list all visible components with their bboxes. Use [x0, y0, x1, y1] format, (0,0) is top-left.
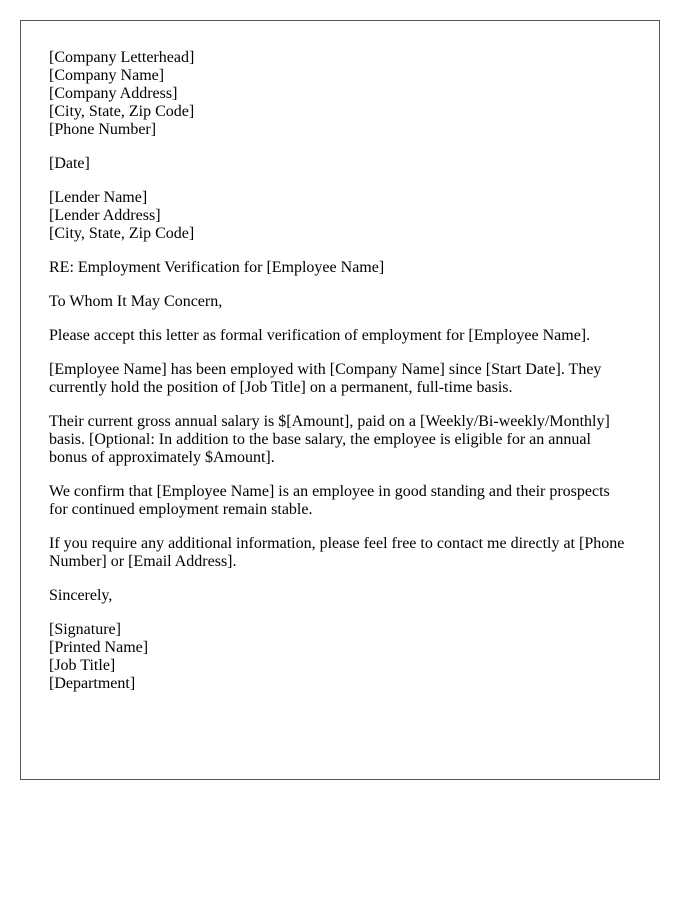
signature-block: [49, 621, 631, 693]
subject-block: [49, 259, 631, 277]
salutation-block: [49, 293, 631, 311]
body-paragraph: We confirm that [Employee Name] is an employee in good standing and their prospects for continued employment remain stable.: [49, 483, 610, 518]
salutation: To Whom It May Concern,: [49, 293, 223, 310]
department-line: [Department]: [49, 675, 136, 692]
signature-line: [Signature]: [49, 621, 121, 638]
letterhead-company-letterhead: [Company Letterhead]: [49, 49, 195, 66]
letterhead-company-address: [Company Address]: [49, 85, 178, 102]
body-paragraph: If you require any additional information, please feel free to contact me directly at [Phone Number] or [Email Address].: [49, 535, 625, 570]
letterhead-city-state-zip: [City, State, Zip Code]: [49, 103, 195, 120]
letterhead-company-name: [Company Name]: [49, 67, 165, 84]
body-paragraph: Please accept this letter as formal verification of employment for [Employee Name].: [49, 327, 591, 344]
letterhead-block: [49, 49, 631, 139]
date-block: [49, 155, 631, 173]
recipient-lender-name: [Lender Name]: [49, 189, 148, 206]
body-paragraph: Their current gross annual salary is $[Amount], paid on a [Weekly/Bi-weekly/Monthly] basis. [Optional: In addition to the base salary, the employee is eligible for an annual bonus of approximately $Amount].: [49, 413, 610, 466]
recipient-block: [49, 189, 631, 243]
printed-name-line: [Printed Name]: [49, 639, 149, 656]
job-title-line: [Job Title]: [49, 657, 116, 674]
letter-page: [20, 20, 660, 780]
subject-line: RE: Employment Verification for [Employee Name]: [49, 259, 385, 276]
recipient-city-state-zip: [City, State, Zip Code]: [49, 225, 195, 242]
recipient-lender-address: [Lender Address]: [49, 207, 161, 224]
letter-date: [Date]: [49, 155, 90, 172]
closing: Sincerely,: [49, 587, 113, 604]
letterhead-phone-number: [Phone Number]: [49, 121, 157, 138]
closing-block: [49, 587, 631, 605]
body-paragraph: [Employee Name] has been employed with [Company Name] since [Start Date]. They currently hold the position of [Job Title] on a permanent, full-time basis.: [49, 361, 602, 396]
